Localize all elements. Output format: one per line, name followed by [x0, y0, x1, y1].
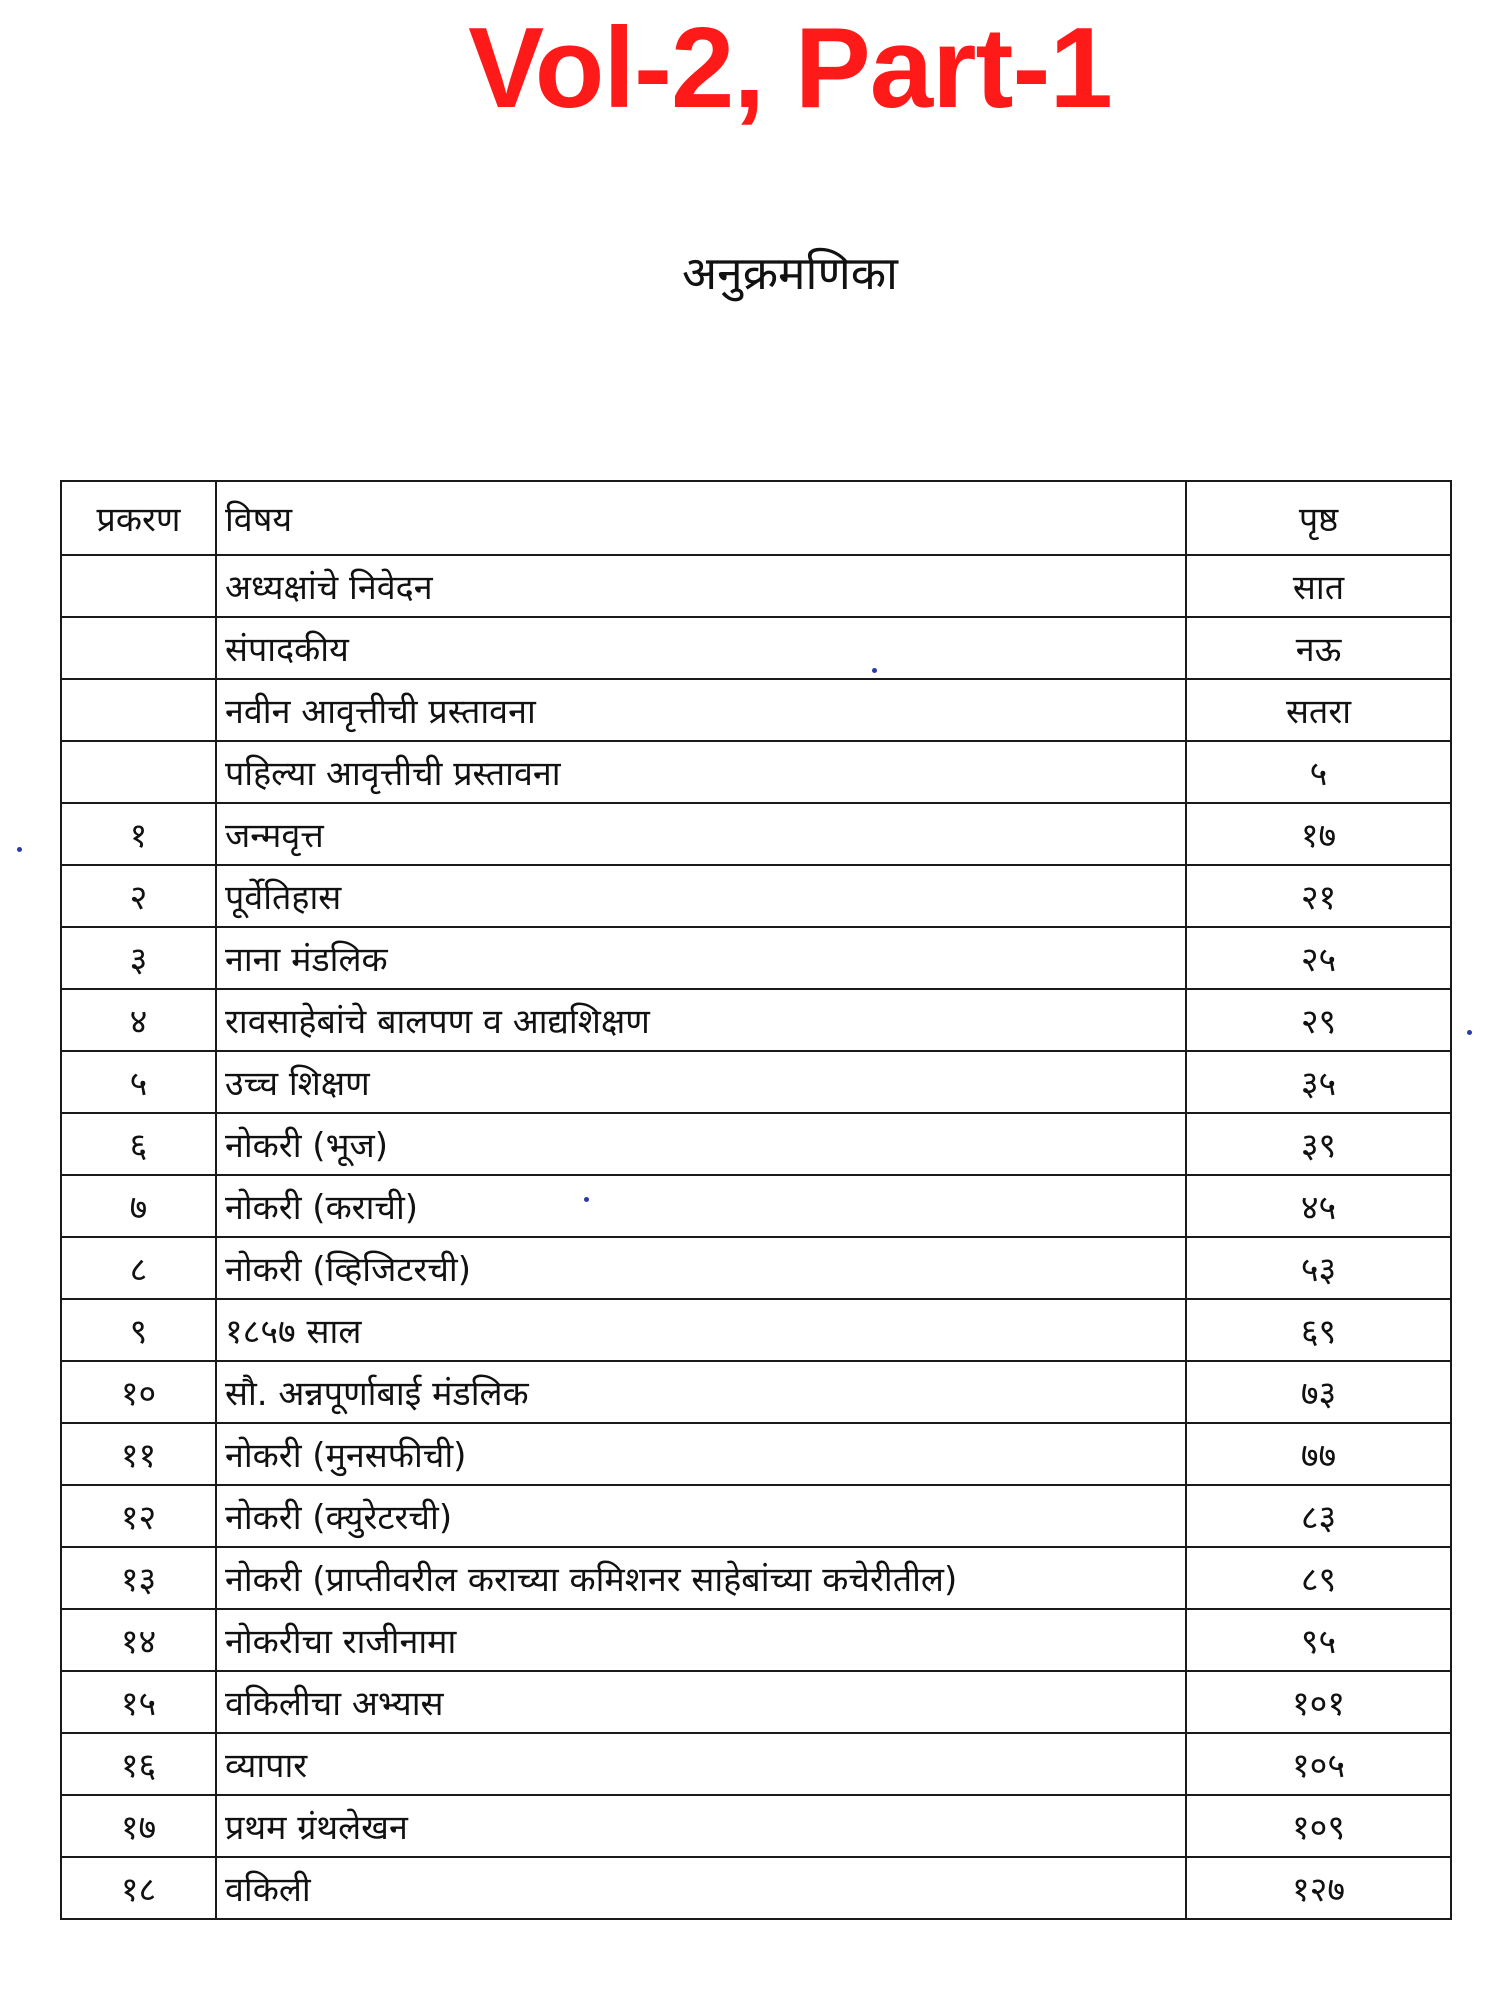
header-chapter: प्रकरण: [61, 481, 216, 555]
toc-chapter-number: २: [61, 865, 216, 927]
toc-body: [61, 555, 1451, 1919]
toc-chapter-number: ३: [61, 927, 216, 989]
toc-subject: नोकरी (कराची): [216, 1175, 1186, 1237]
toc-subject: नाना मंडलिक: [216, 927, 1186, 989]
toc-page-number: १०९: [1186, 1795, 1451, 1857]
toc-chapter-number: १८: [61, 1857, 216, 1919]
toc-row: [61, 1485, 1451, 1547]
toc-row: [61, 1237, 1451, 1299]
toc-page-number: २५: [1186, 927, 1451, 989]
toc-subject: अध्यक्षांचे निवेदन: [216, 555, 1186, 617]
ink-speck: [17, 847, 22, 852]
toc-page-number: ८९: [1186, 1547, 1451, 1609]
toc-row: [61, 1175, 1451, 1237]
toc-header-row: [61, 481, 1451, 555]
toc-chapter-number: १६: [61, 1733, 216, 1795]
toc-row: [61, 1547, 1451, 1609]
toc-page-number: २१: [1186, 865, 1451, 927]
toc-page-number: ९५: [1186, 1609, 1451, 1671]
toc-subject: वकिली: [216, 1857, 1186, 1919]
toc-chapter-number: [61, 617, 216, 679]
toc-row: [61, 1361, 1451, 1423]
toc-chapter-number: [61, 555, 216, 617]
toc-row: [61, 803, 1451, 865]
toc-chapter-number: ७: [61, 1175, 216, 1237]
toc-chapter-number: १: [61, 803, 216, 865]
toc-row: [61, 679, 1451, 741]
toc-chapter-number: ९: [61, 1299, 216, 1361]
toc-row: [61, 617, 1451, 679]
toc-subject: नोकरी (व्हिजिटरची): [216, 1237, 1186, 1299]
toc-page-number: सतरा: [1186, 679, 1451, 741]
toc-row: [61, 1671, 1451, 1733]
toc-row: [61, 989, 1451, 1051]
toc-row: [61, 1795, 1451, 1857]
toc-page-number: १०५: [1186, 1733, 1451, 1795]
toc-row: [61, 741, 1451, 803]
toc-chapter-number: ११: [61, 1423, 216, 1485]
toc-subject: वकिलीचा अभ्यास: [216, 1671, 1186, 1733]
toc-row: [61, 927, 1451, 989]
toc-chapter-number: [61, 741, 216, 803]
toc-page-number: ४५: [1186, 1175, 1451, 1237]
toc-chapter-number: १२: [61, 1485, 216, 1547]
toc-chapter-number: ६: [61, 1113, 216, 1175]
toc-subject: संपादकीय: [216, 617, 1186, 679]
toc-table: [60, 480, 1452, 1920]
toc-page-number: ७७: [1186, 1423, 1451, 1485]
toc-chapter-number: १५: [61, 1671, 216, 1733]
toc-subject: पूर्वेतिहास: [216, 865, 1186, 927]
toc-page-number: ३५: [1186, 1051, 1451, 1113]
header-page: पृष्ठ: [1186, 481, 1451, 555]
toc-subject: नोकरी (भूज): [216, 1113, 1186, 1175]
toc-chapter-number: ४: [61, 989, 216, 1051]
toc-page-number: १०१: [1186, 1671, 1451, 1733]
toc-subject: व्यापार: [216, 1733, 1186, 1795]
ink-speck: [584, 1197, 589, 1202]
volume-title: Vol-2, Part-1: [468, 5, 1112, 132]
toc-chapter-number: १०: [61, 1361, 216, 1423]
toc-row: [61, 1423, 1451, 1485]
toc-subject: नोकरी (मुनसफीची): [216, 1423, 1186, 1485]
toc-page-number: ५: [1186, 741, 1451, 803]
toc-page-number: १२७: [1186, 1857, 1451, 1919]
toc-page-number: ७३: [1186, 1361, 1451, 1423]
toc-page-number: सात: [1186, 555, 1451, 617]
ink-speck: [872, 668, 877, 673]
toc-page-number: ६९: [1186, 1299, 1451, 1361]
toc-subject: नवीन आवृत्तीची प्रस्तावना: [216, 679, 1186, 741]
toc-subject: नोकरी (प्राप्तीवरील कराच्या कमिशनर साहेबांच्या कचेरीतील): [216, 1547, 1186, 1609]
toc-subject: प्रथम ग्रंथलेखन: [216, 1795, 1186, 1857]
toc-subject: रावसाहेबांचे बालपण व आद्यशिक्षण: [216, 989, 1186, 1051]
toc-row: [61, 1609, 1451, 1671]
toc-page-number: ३९: [1186, 1113, 1451, 1175]
toc-row: [61, 1857, 1451, 1919]
header-subject: विषय: [216, 481, 1186, 555]
toc-chapter-number: १३: [61, 1547, 216, 1609]
toc-subject: जन्मवृत्त: [216, 803, 1186, 865]
toc-chapter-number: १७: [61, 1795, 216, 1857]
toc-page-number: ८३: [1186, 1485, 1451, 1547]
toc-page-number: १७: [1186, 803, 1451, 865]
toc-page-number: नऊ: [1186, 617, 1451, 679]
toc-row: [61, 865, 1451, 927]
toc-chapter-number: [61, 679, 216, 741]
toc-chapter-number: ५: [61, 1051, 216, 1113]
toc-subject: सौ. अन्नपूर्णाबाई मंडलिक: [216, 1361, 1186, 1423]
toc-subject: नोकरी (क्युरेटरची): [216, 1485, 1186, 1547]
toc-chapter-number: १४: [61, 1609, 216, 1671]
toc-heading: अनुक्रमणिका: [682, 246, 898, 300]
toc-subject: पहिल्या आवृत्तीची प्रस्तावना: [216, 741, 1186, 803]
toc-row: [61, 1113, 1451, 1175]
toc-page-number: ५३: [1186, 1237, 1451, 1299]
toc-subject: उच्च शिक्षण: [216, 1051, 1186, 1113]
toc-chapter-number: ८: [61, 1237, 216, 1299]
toc-row: [61, 1051, 1451, 1113]
toc-row: [61, 555, 1451, 617]
toc-page-number: २९: [1186, 989, 1451, 1051]
toc-subject: नोकरीचा राजीनामा: [216, 1609, 1186, 1671]
toc-row: [61, 1733, 1451, 1795]
toc-subject: १८५७ साल: [216, 1299, 1186, 1361]
ink-speck: [1467, 1030, 1472, 1035]
toc-row: [61, 1299, 1451, 1361]
